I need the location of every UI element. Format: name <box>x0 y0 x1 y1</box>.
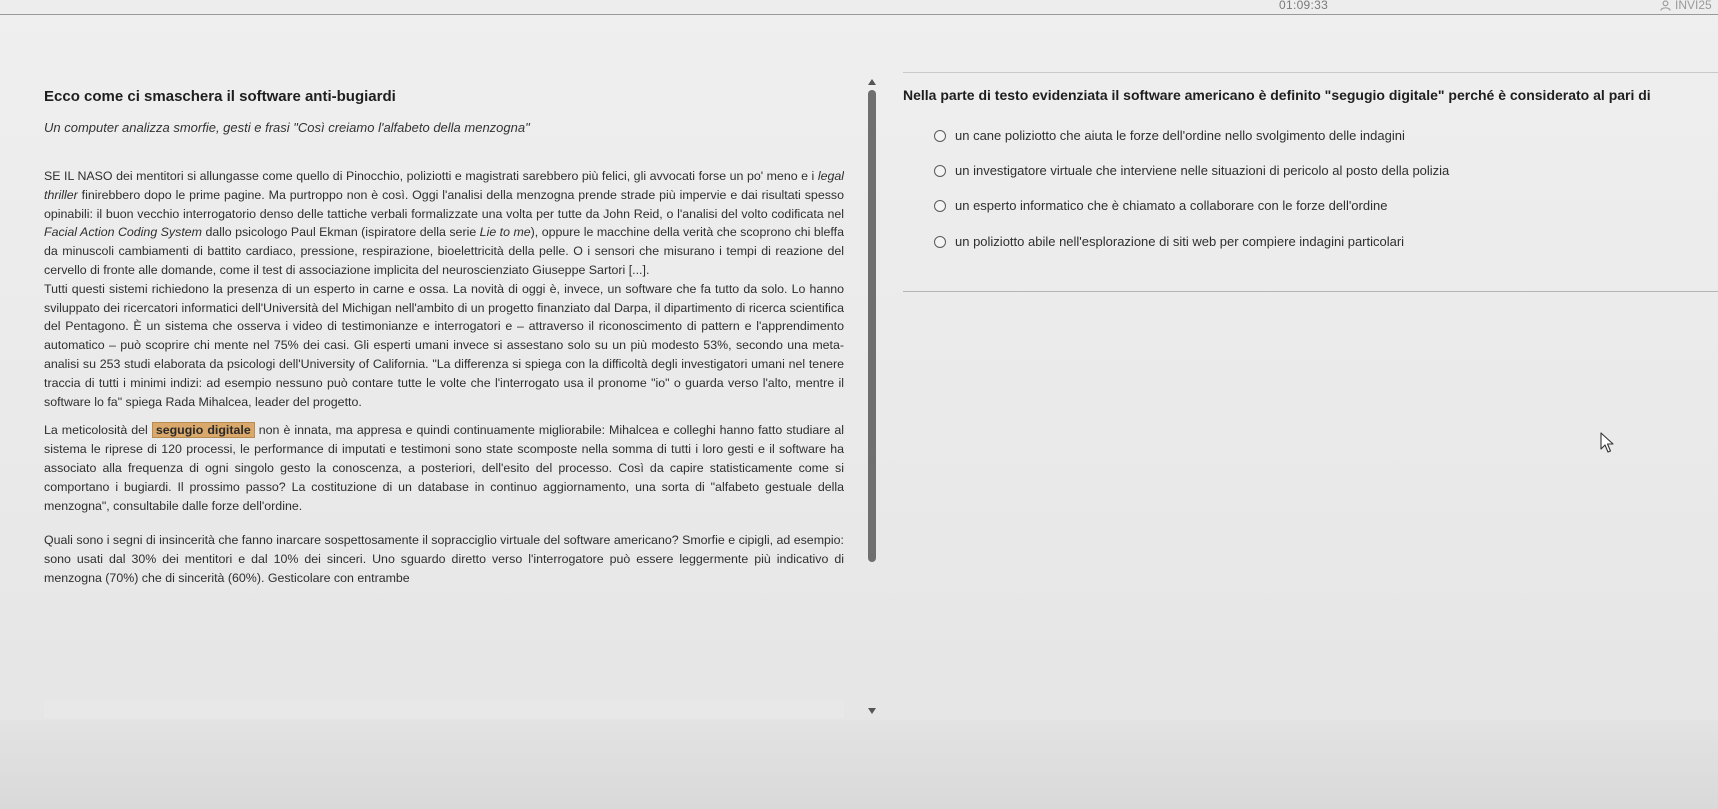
paragraph-text: non è innata, ma appresa e quindi continuamente migliorabile: Mihalcea e colleghi hanno fatto studiare al sistema le riprese di 120 processi, le performance di imputati e testimoni sono state scomposte nella somma di tutti i loro gesti e il software ha associato alla frequenza di ogni singolo gesto la conoscenza, a posteriori, dell'esito del processo. Così da capire statisticamente come si comportano i bugiardi. Il prossimo passo? La costituzione di un database in continuo aggiornamento, una sorta di "alfabeto gestuale della menzogna", consultabile dalle forze dell'ordine. <box>44 423 844 513</box>
user-info <box>1660 0 1712 12</box>
user-label: INVI25 <box>1675 0 1712 12</box>
user-icon <box>1660 0 1671 11</box>
answer-option-3[interactable] <box>934 198 1387 213</box>
paragraph-text: finirebbero dopo le prime pagine. Ma purtroppo non è così. Oggi l'analisi della menzogna prende strade più impervie e dai risultati spesso opinabili: il buon vecchio interrogatorio denso delle tattiche verbali formalizzate una volta per tutte da John Reid, o l'analisi del volto codificata nel <box>44 187 844 221</box>
radio-button[interactable] <box>934 165 946 177</box>
radio-button[interactable] <box>934 130 946 142</box>
question-panel <box>903 72 1718 292</box>
paragraph-text: La meticolosità del <box>44 423 152 438</box>
italic-term: Lie to me <box>479 225 531 240</box>
highlighted-text: segugio digitale <box>152 422 255 438</box>
option-label: un esperto informatico che è chiamato a collaborare con le forze dell'ordine <box>955 198 1388 213</box>
article-body <box>44 167 844 588</box>
passage-scrollbar[interactable] <box>866 78 878 720</box>
radio-button[interactable] <box>934 200 946 212</box>
italic-term: legal thriller <box>44 169 844 202</box>
option-label: un poliziotto abile nell'esplorazione di siti web per compiere indagini particolari <box>955 234 1405 249</box>
option-label: un investigatore virtuale che interviene nelle situazioni di pericolo al posto della polizia <box>955 163 1450 178</box>
answer-option-1[interactable] <box>934 128 1405 143</box>
paragraph-3 <box>44 421 844 515</box>
scroll-track[interactable] <box>868 90 876 702</box>
mouse-pointer-icon <box>1600 432 1616 459</box>
answer-option-2[interactable] <box>934 163 1449 178</box>
paragraph-4: Quali sono i segni di insincerità che fanno inarcare sospettosamente il sopracciglio virtuale del software americano? Smorfie e cipigli, ad esempio: sono usati dal 30% dei mentitori e dal 10% dei sinceri. Uno sguardo diretto verso l'interrogatore può essere leggermente più indicativo di menzogna (70%) che di sincerità (60%). Gesticolare con entrambe <box>44 533 844 585</box>
paragraph-text: SE IL NASO dei mentitori si allungasse come quello di Pinocchio, poliziotti e magistrati sarebbero più felici, gli avvocati forse un po' meno e i <box>44 169 818 183</box>
paragraph-text: ), oppure le macchine della verità che scoprono chi bleffa da minuscoli cambiamenti di battito cardiaco, pressione, respirazione, bioelettricità della pelle. O i sensori che misurano i tempi di reazione del cervello di fronte alle domande, come il test di associazione implicita del neuroscienziato Giuseppe Sartori [...]. <box>44 225 844 277</box>
question-prompt: Nella parte di testo evidenziata il software americano è definito "segugio digitale" perché è considerato al pari di <box>903 87 1651 103</box>
exam-timer: 01:09:33 <box>1279 0 1329 12</box>
scroll-down-button[interactable] <box>866 706 878 716</box>
scroll-fade <box>44 693 844 718</box>
scroll-thumb[interactable] <box>868 90 876 562</box>
italic-term: Facial Action Coding System <box>44 225 202 240</box>
option-label: un cane poliziotto che aiuta le forze dell'ordine nello svolgimento delle indagini <box>955 128 1405 143</box>
paragraph-2: Tutti questi sistemi richiedono la presenza di un esperto in carne e ossa. La novità di oggi è, invece, un software che fa tutto da solo. Lo hanno sviluppato dei ricercatori informatici dell'Università del Michigan nell'ambito di un progetto finanziato dal Darpa, il dipartimento di ricerca scientifica del Pentagono. È un sistema che osserva i video di testimonianze e interrogatori e – attraverso il riconoscimento di pattern e l'apprendimento automatico – può scoprire chi mente nel 75% dei casi. Gli esperti umani invece si assestano solo su un più modesto 53%, secondo una meta-analisi su 253 studi elaborata da psicologi dell'University of California. "La differenza si spiega con la difficoltà degli investigatori umani nel tenere traccia di tutti i minimi indizi: ad esempio nessuno può contare tutte le volte che l'interrogato usa il pronome "io" o guarda verso l'alto, mentre il software lo fa" spiega Rada Mihalcea, leader del progetto. <box>44 281 844 409</box>
paragraph-text: dallo psicologo Paul Ekman (ispiratore della serie <box>201 225 480 240</box>
reading-passage <box>44 78 844 718</box>
status-bar <box>0 0 1718 15</box>
scroll-up-button[interactable] <box>866 78 878 86</box>
article-subtitle: Un computer analizza smorfie, gesti e frasi "Così creiamo l'alfabeto della menzogna" <box>44 120 530 135</box>
answer-option-4[interactable] <box>934 234 1404 249</box>
bottom-area <box>0 720 1718 809</box>
chevron-down-icon <box>868 708 876 714</box>
paragraph-1 <box>44 167 844 280</box>
article-title: Ecco come ci smaschera il software anti-bugiardi <box>44 88 396 105</box>
chevron-up-icon <box>868 79 876 85</box>
radio-button[interactable] <box>934 236 946 248</box>
